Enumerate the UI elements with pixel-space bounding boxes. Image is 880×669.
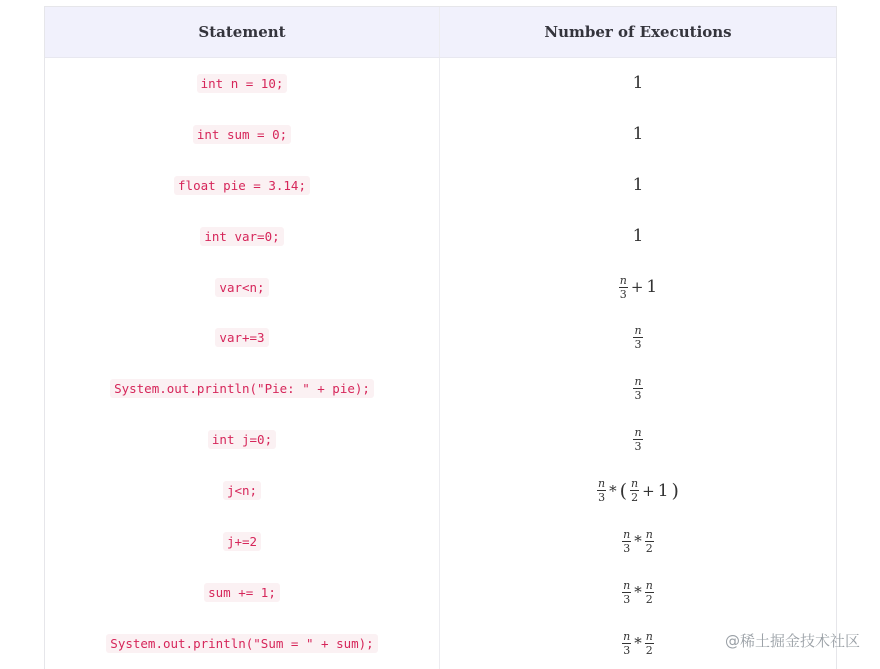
fraction: $\frac{n}{2}$	[645, 527, 653, 555]
table-row	[45, 414, 836, 465]
table-row	[45, 312, 836, 363]
execution-count: $\frac{n}{3}$ * $\frac{n}{2}$	[623, 578, 653, 606]
fraction: $\frac{n}{3}$	[623, 578, 631, 606]
statement-code: System.out.println("Pie: " + pie);	[110, 379, 374, 398]
header-statement: Statement	[45, 7, 440, 57]
statement-code: j+=2	[223, 532, 261, 551]
table-row	[45, 465, 836, 516]
table-row	[45, 58, 836, 109]
header-executions: Number of Executions	[544, 23, 732, 41]
table-row	[45, 160, 836, 211]
fraction: $\frac{n}{3}$	[634, 375, 642, 403]
execution-count: 1	[632, 226, 644, 247]
statement-code: int sum = 0;	[193, 125, 291, 144]
statement-code: int n = 10;	[197, 74, 288, 93]
fraction: $\frac{n}{3}$	[623, 629, 631, 657]
statement-code: int j=0;	[208, 430, 276, 449]
statement-code: float pie = 3.14;	[174, 176, 310, 195]
fraction: $\frac{n}{3}$	[634, 324, 642, 352]
execution-count: 1	[632, 175, 644, 196]
statement-code: System.out.println("Sum = " + sum);	[106, 634, 377, 653]
execution-count	[633, 325, 642, 350]
execution-count: $\frac{n}{3}$ * ( $\frac{n}{2}$ + 1 )	[598, 477, 679, 505]
execution-count: $\frac{n}{3}$ * $\frac{n}{2}$	[623, 629, 653, 657]
executions-table	[44, 6, 837, 669]
site-watermark: @稀土掘金技术社区	[724, 632, 860, 650]
execution-count	[633, 376, 642, 401]
execution-count	[633, 427, 642, 452]
execution-count: 1	[632, 124, 644, 145]
table-row	[45, 109, 836, 160]
table-row	[45, 618, 836, 669]
fraction: $\frac{n}{3}$	[623, 527, 631, 555]
fraction: $\frac{n}{3}$	[598, 477, 606, 505]
statement-code: j<n;	[223, 481, 261, 500]
table-row	[45, 211, 836, 262]
statement-code: int var=0;	[200, 227, 283, 246]
table-row	[45, 262, 836, 313]
fraction: $\frac{n}{3}$	[634, 426, 642, 454]
fraction: $\frac{n}{2}$	[645, 578, 653, 606]
table-header	[45, 7, 836, 58]
table-row	[45, 567, 836, 618]
fraction: $\frac{n}{3}$	[619, 273, 627, 301]
fraction: $\frac{n}{2}$	[631, 477, 639, 505]
execution-count: $\frac{n}{3}$ * $\frac{n}{2}$	[623, 527, 653, 555]
execution-count: 1	[632, 73, 644, 94]
fraction: $\frac{n}{2}$	[645, 629, 653, 657]
statement-code: var<n;	[215, 278, 268, 297]
table-row	[45, 363, 836, 414]
table-row	[45, 516, 836, 567]
execution-count: $\frac{n}{3}$ + 1	[619, 273, 658, 301]
statement-code: sum += 1;	[204, 583, 280, 602]
statement-code: var+=3	[215, 328, 268, 347]
